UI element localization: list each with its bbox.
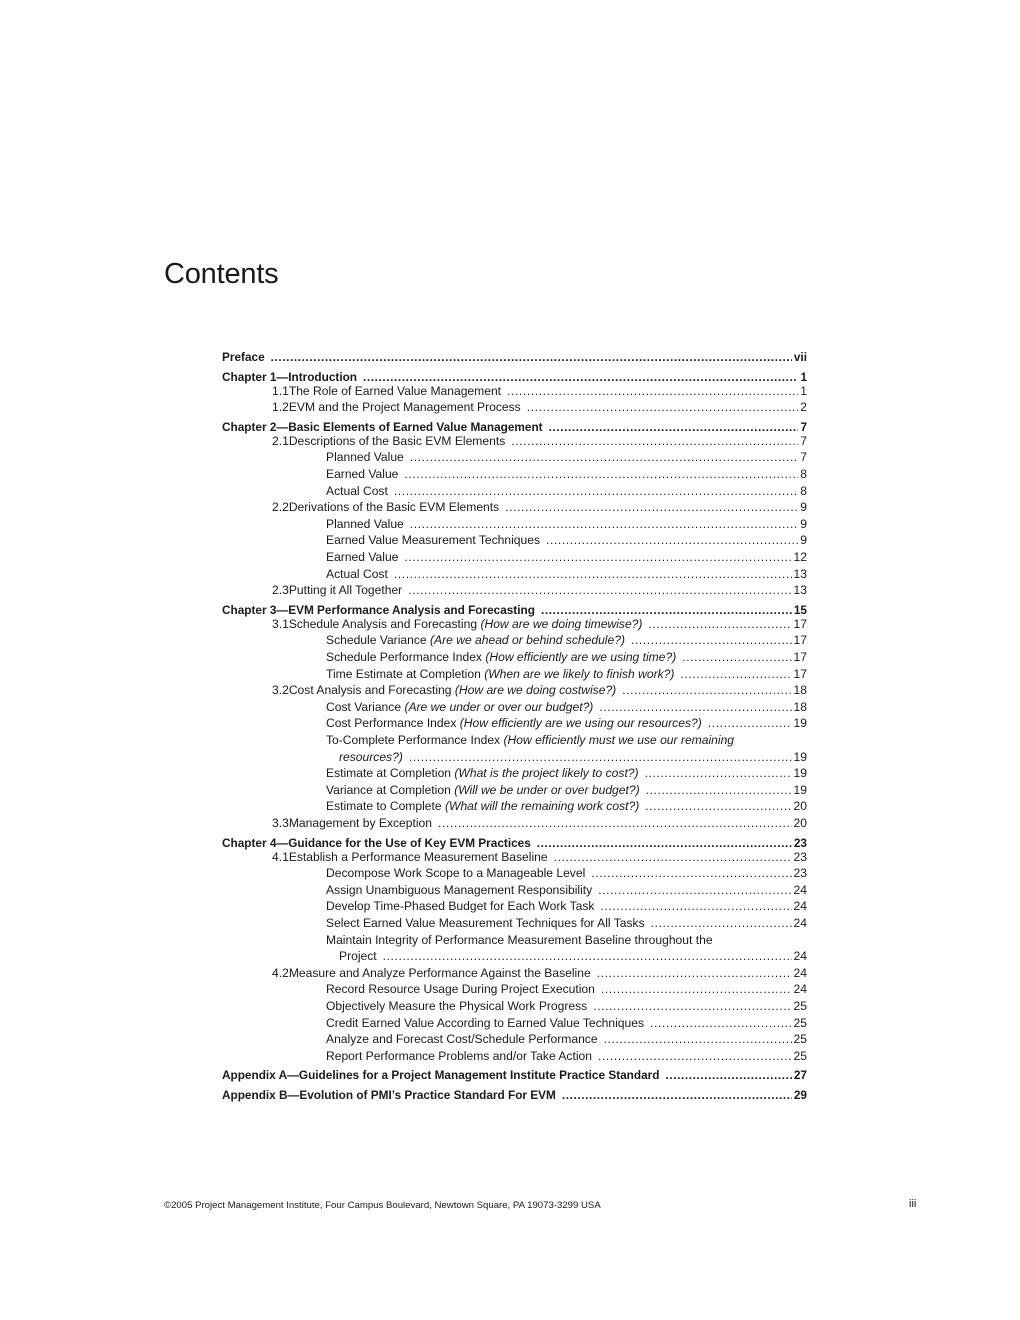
- dot-leader: [645, 765, 792, 781]
- toc-page-number: 24: [793, 916, 807, 930]
- toc-page-number: 24: [793, 982, 807, 997]
- toc-section-number: 2.1: [272, 433, 289, 448]
- toc-entry-question: (Are we under or over our budget?): [404, 699, 594, 714]
- toc-section-number: 3.3: [272, 816, 289, 830]
- dot-leader: [410, 516, 798, 532]
- dot-leader: [598, 1048, 792, 1064]
- toc-entry-title: Chapter 3—EVM Performance Analysis and Forecasting: [222, 602, 535, 617]
- toc-page-number: 25: [793, 999, 807, 1013]
- toc-page-number: 9: [800, 533, 807, 548]
- toc-entry-title: Cost Performance Index: [326, 716, 457, 731]
- dot-leader: [631, 632, 792, 648]
- toc-entry-title: Record Resource Usage During Project Execution: [326, 982, 595, 997]
- toc-entry-title: Assign Unambiguous Management Responsibility: [326, 882, 593, 897]
- toc-entry-question: (How efficiently must we use our remaining: [503, 733, 735, 747]
- toc-entry-title: Variance at Completion: [326, 782, 451, 797]
- toc-entry[interactable]: [222, 765, 807, 781]
- toc-entry-title: Credit Earned Value According to Earned Value Techniques: [326, 1015, 645, 1030]
- toc-page-number: 24: [793, 965, 807, 980]
- toc-entry[interactable]: [222, 649, 807, 665]
- toc-entry[interactable]: [222, 882, 807, 898]
- toc-page-number: 7: [800, 450, 807, 465]
- toc-entry[interactable]: [222, 815, 807, 831]
- toc-entry[interactable]: [222, 466, 807, 482]
- toc-entry[interactable]: [222, 732, 807, 748]
- toc-entry-title: Chapter 4—Guidance for the Use of Key EVM Practices: [222, 835, 531, 850]
- toc-chapter-entry[interactable]: [222, 1087, 807, 1103]
- toc-entry-title: Earned Value: [326, 467, 399, 481]
- toc-entry-title: Planned Value: [326, 450, 404, 465]
- toc-page-number: 20: [793, 816, 807, 830]
- toc-page-number: 19: [793, 716, 807, 731]
- footer-copyright: ©2005 Project Management Institute, Four Campus Boulevard, Newtown Square, PA 19073-3299 USA: [164, 1200, 601, 1211]
- dot-leader: [604, 1031, 792, 1047]
- toc-entry[interactable]: [222, 715, 807, 731]
- toc-entry[interactable]: [222, 849, 807, 865]
- toc-entry-title: Establish a Performance Measurement Baseline: [288, 849, 548, 864]
- toc-page-number: 25: [793, 1032, 807, 1047]
- dot-leader: [410, 449, 798, 465]
- toc-entry-question: (How efficiently are we using our resources?): [459, 716, 702, 731]
- dot-leader: [527, 399, 799, 415]
- toc-entry[interactable]: [222, 532, 807, 548]
- toc-entry-title: Schedule Variance: [326, 633, 427, 648]
- toc-entry-question: resources?): [339, 749, 403, 764]
- dot-leader: [682, 649, 791, 665]
- toc-entry[interactable]: [222, 1015, 807, 1031]
- dot-leader: [505, 499, 798, 515]
- toc-entry[interactable]: [222, 782, 807, 798]
- toc-entry[interactable]: [222, 865, 807, 881]
- toc-entry[interactable]: [222, 998, 807, 1014]
- toc-page-number: 19: [793, 749, 807, 764]
- page-title: Contents: [164, 258, 279, 290]
- toc-page-number: 23: [793, 849, 807, 864]
- toc-entry[interactable]: [222, 898, 807, 914]
- toc-entry-title: Descriptions of the Basic EVM Elements: [288, 433, 506, 448]
- dot-leader: [404, 466, 798, 482]
- toc-entry[interactable]: [222, 449, 807, 465]
- toc-page-number: 27: [793, 1068, 807, 1083]
- toc-entry-title: Earned Value: [326, 550, 399, 564]
- toc-page-number: 17: [793, 633, 807, 648]
- dot-leader: [646, 782, 792, 798]
- toc-entry-title: EVM and the Project Management Process: [288, 400, 521, 415]
- dot-leader: [650, 1015, 792, 1031]
- toc-page-number: 7: [800, 433, 807, 448]
- dot-leader: [591, 865, 791, 881]
- toc-entry-title: Estimate to Complete: [326, 799, 442, 814]
- toc-entry-title: Cost Variance: [326, 699, 402, 714]
- toc-entry-question: (How are we doing costwise?): [454, 683, 617, 698]
- dot-leader: [408, 582, 791, 598]
- toc-entry-title: Management by Exception: [288, 816, 433, 830]
- toc-entry-title: Develop Time-Phased Budget for Each Work Task: [326, 899, 595, 914]
- toc-entry-title: Maintain Integrity of Performance Measurement Baseline throughout the: [326, 932, 713, 947]
- toc-page-number: 9: [800, 500, 807, 515]
- dot-leader: [394, 566, 792, 582]
- toc-entry[interactable]: [222, 915, 807, 931]
- toc-entry-title: Cost Analysis and Forecasting: [288, 683, 452, 698]
- toc-page-number: 20: [793, 799, 807, 814]
- toc-chapter-entry[interactable]: [222, 349, 807, 365]
- toc-section-number: 3.2: [272, 683, 289, 698]
- toc-entry[interactable]: [222, 433, 807, 449]
- dot-leader: [622, 682, 791, 698]
- toc-entry-title: Preface: [222, 350, 265, 364]
- toc-page-number: 25: [793, 1048, 807, 1063]
- toc-page-number: 24: [793, 882, 807, 897]
- dot-leader: [598, 882, 791, 898]
- toc-entry-title: The Role of Earned Value Management: [288, 383, 502, 398]
- toc-entry-title: Actual Cost: [326, 566, 388, 581]
- toc-entry-question: (How efficiently are we using time?): [485, 650, 677, 664]
- toc-entry-question: (Are we ahead or behind schedule?): [430, 633, 625, 648]
- toc-entry-title: Planned Value: [326, 516, 404, 531]
- toc-entry[interactable]: [222, 483, 807, 499]
- toc-entry[interactable]: [222, 666, 807, 682]
- toc-entry-title: Objectively Measure the Physical Work Progress: [326, 999, 588, 1013]
- toc-page-number: 1: [800, 369, 807, 384]
- toc-page-number: 13: [793, 583, 807, 598]
- dot-leader: [507, 383, 798, 399]
- toc-entry[interactable]: [222, 383, 807, 399]
- toc-section-number: 3.1: [272, 616, 289, 631]
- dot-leader: [645, 798, 791, 814]
- toc-entry[interactable]: [222, 1048, 807, 1064]
- toc-entry-title: Chapter 2—Basic Elements of Earned Value Management: [222, 419, 543, 434]
- toc-entry-title: Schedule Analysis and Forecasting: [288, 616, 478, 631]
- toc-section-number: 2.3: [272, 583, 289, 598]
- toc-page-number: 13: [793, 566, 807, 581]
- toc-section-number: 4.2: [272, 965, 289, 980]
- toc-section-number: 1.2: [272, 400, 289, 415]
- dot-leader: [680, 666, 791, 682]
- toc-entry-title: Chapter 1—Introduction: [222, 369, 358, 384]
- toc-entry-title: Actual Cost: [326, 483, 388, 498]
- toc-entry[interactable]: [222, 499, 807, 515]
- toc-page-number: 19: [793, 766, 807, 781]
- dot-leader: [271, 349, 792, 365]
- toc-entry-title: Report Performance Problems and/or Take Action: [326, 1048, 592, 1063]
- toc-entry-title: Estimate at Completion: [326, 766, 452, 781]
- dot-leader: [599, 699, 791, 715]
- toc-entry-title: To-Complete Performance Index: [326, 733, 501, 747]
- toc-section-number: 2.2: [272, 500, 289, 515]
- toc-entry[interactable]: [222, 1031, 807, 1047]
- dot-leader: [708, 715, 792, 731]
- dot-leader: [438, 815, 792, 831]
- toc-entry-title: Analyze and Forecast Cost/Schedule Performance: [326, 1032, 598, 1047]
- toc-page-number: 15: [793, 602, 807, 617]
- dot-leader: [546, 532, 798, 548]
- toc-entry[interactable]: [222, 566, 807, 582]
- dot-leader: [554, 849, 792, 865]
- toc-page-number: 17: [793, 666, 807, 681]
- toc-page-number: 18: [793, 699, 807, 714]
- toc-entry-question: (What will the remaining work cost?): [445, 799, 640, 814]
- toc-entry[interactable]: [222, 516, 807, 532]
- toc-page-number: 19: [793, 782, 807, 797]
- toc-page-number: 8: [800, 467, 807, 481]
- dot-leader: [593, 998, 791, 1014]
- toc-page-number: 7: [800, 419, 807, 434]
- toc-entry-title: Time Estimate at Completion: [326, 666, 481, 681]
- toc-page-number: 1: [800, 383, 807, 398]
- toc-entry-title: Select Earned Value Measurement Techniques for All Tasks: [326, 916, 645, 930]
- toc-page-number: 25: [793, 1015, 807, 1030]
- dot-leader: [665, 1067, 791, 1083]
- dot-leader: [409, 749, 792, 765]
- dot-leader: [601, 981, 792, 997]
- toc-entry[interactable]: [222, 948, 807, 964]
- dot-leader: [383, 948, 792, 964]
- toc-entry[interactable]: [222, 682, 807, 698]
- dot-leader: [511, 433, 798, 449]
- dot-leader: [562, 1087, 792, 1103]
- toc-entry[interactable]: [222, 582, 807, 598]
- toc-entry[interactable]: [222, 632, 807, 648]
- toc-page-number: 23: [793, 835, 807, 850]
- toc-entry[interactable]: [222, 616, 807, 632]
- toc-page-number: 9: [800, 516, 807, 531]
- toc-page-number: 23: [793, 866, 807, 881]
- toc-section-number: 1.1: [272, 383, 289, 398]
- toc-page-number: 18: [793, 683, 807, 698]
- toc-entry-question: (When are we likely to finish work?): [484, 666, 675, 681]
- toc-page-number: 24: [793, 949, 807, 964]
- toc-entry-title: Measure and Analyze Performance Against the Baseline: [288, 965, 591, 980]
- toc-page-number: 29: [793, 1087, 807, 1102]
- toc-section-number: 4.1: [272, 849, 289, 864]
- dot-leader: [404, 549, 791, 565]
- dot-leader: [651, 915, 792, 931]
- toc-entry-title: Schedule Performance Index: [326, 650, 482, 664]
- toc-page-number: 12: [793, 550, 807, 564]
- toc-entry-title: Appendix A—Guidelines for a Project Management Institute Practice Standard: [222, 1068, 660, 1083]
- toc-entry-title: Project: [339, 949, 377, 964]
- toc-entry[interactable]: [222, 981, 807, 997]
- toc-entry-question: (Will we be under or over budget?): [454, 782, 640, 797]
- footer-page-number: iii: [909, 1198, 917, 1210]
- dot-leader: [648, 616, 791, 632]
- toc-page-number: 24: [793, 899, 807, 914]
- toc-page-number: 2: [800, 400, 807, 415]
- toc-chapter-entry[interactable]: [222, 1067, 807, 1083]
- toc-entry-title: Decompose Work Scope to a Manageable Level: [326, 866, 586, 881]
- toc-entry[interactable]: [222, 749, 807, 765]
- toc-page-number: 17: [793, 650, 807, 664]
- toc-entry[interactable]: [222, 699, 807, 715]
- dot-leader: [600, 898, 791, 914]
- toc-entry[interactable]: [222, 932, 807, 948]
- toc-page-number: 17: [793, 616, 807, 631]
- toc-entry[interactable]: [222, 549, 807, 565]
- toc-entry[interactable]: [222, 965, 807, 981]
- toc-entry-title: Appendix B—Evolution of PMI’s Practice Standard For EVM: [222, 1087, 556, 1102]
- toc-entry-title: Putting it All Together: [288, 583, 403, 598]
- toc-entry-question: (What is the project likely to cost?): [454, 766, 639, 781]
- toc-entry[interactable]: [222, 798, 807, 814]
- toc-entry-question: (How are we doing timewise?): [480, 616, 643, 631]
- toc-entry-title: Earned Value Measurement Techniques: [326, 533, 541, 548]
- dot-leader: [394, 483, 798, 499]
- toc-page-number: vii: [793, 350, 807, 364]
- toc-entry-title: Derivations of the Basic EVM Elements: [288, 500, 500, 515]
- toc-entry[interactable]: [222, 399, 807, 415]
- toc-page-number: 8: [800, 483, 807, 498]
- dot-leader: [597, 965, 792, 981]
